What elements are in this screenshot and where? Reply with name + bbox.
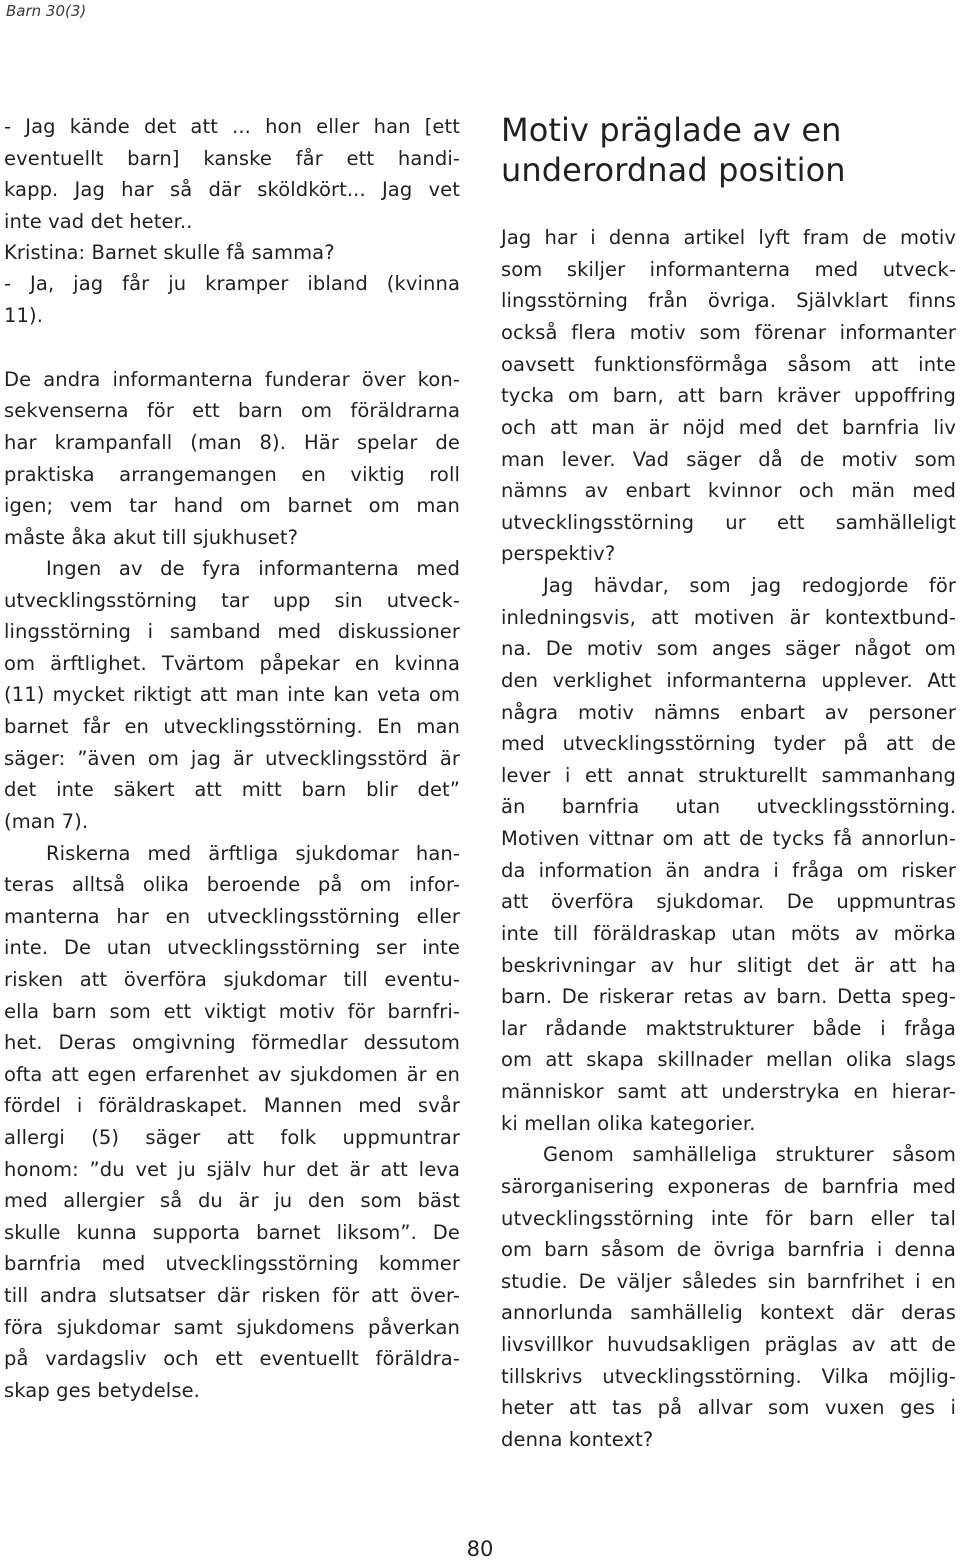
text-line: måste åka akut till sjukhuset? [4, 526, 299, 549]
text-line: än barnfria utan utvecklingsstörning. [501, 795, 956, 818]
text-line: (11) mycket riktigt att man inte kan veta om [4, 683, 460, 706]
text-line: särorganisering exponeras de barnfria med [501, 1175, 956, 1198]
text-line: livsvillkor huvudsakligen präglas av att de [501, 1333, 956, 1356]
text-line: perspektiv? [501, 542, 616, 565]
text-line: Ingen av de fyra informanterna med [46, 557, 460, 580]
text-line: honom: ”du vet ju själv hur det är att leva [4, 1158, 460, 1181]
text-line: utvecklingsstörning inte för barn eller tal [501, 1207, 956, 1230]
section-heading-line: Motiv präglade av en [501, 111, 842, 149]
text-line: eventuellt barn] kanske får ett handi- [4, 147, 460, 170]
text-line: med allergier så du är ju den som bäst [4, 1189, 460, 1212]
text-line: den verklighet informanterna upplever. Att [501, 669, 956, 692]
text-line: lar rådande maktstrukturer både i fråga [501, 1017, 956, 1040]
text-line: lingsstörning från övriga. Självklart finns [501, 289, 956, 312]
text-line: risken att överföra sjukdomar till eventu- [4, 968, 460, 991]
text-line: da information än andra i fråga om risker [501, 859, 956, 882]
text-line: Jag hävdar, som jag redogjorde för [543, 574, 956, 597]
text-line: Kristina: Barnet skulle få samma? [4, 241, 335, 264]
text-line: tillskrivs utvecklingsstörning. Vilka möjlig- [501, 1365, 956, 1388]
text-line: säger: ”även om jag är utvecklingsstörd är [4, 747, 460, 770]
text-line: igen; vem tar hand om barnet om man [4, 494, 460, 517]
text-line: inte vad det heter.. [4, 210, 193, 233]
text-line: na. De motiv som anges säger något om [501, 637, 956, 660]
text-line: inledningsvis, att motiven är kontextbund- [501, 606, 956, 629]
text-line: oavsett funktionsförmåga såsom att inte [501, 353, 956, 376]
text-line: 11). [4, 304, 44, 327]
text-line: sekvenserna för ett barn om föräldrarna [4, 399, 460, 422]
text-line: och att man är nöjd med det barnfria liv [501, 416, 956, 439]
text-line: som skiljer informanterna med utveck- [501, 258, 956, 281]
text-line: allergi (5) säger att folk uppmuntrar [4, 1126, 460, 1149]
text-line: Jag har i denna artikel lyft fram de motiv [501, 226, 956, 249]
text-line: människor samt att understryka en hierar- [501, 1080, 956, 1103]
text-line: utvecklingsstörning tar upp sin utveck- [4, 589, 460, 612]
text-line: teras alltså olika beroende på om infor- [4, 873, 460, 896]
text-line: skap ges betydelse. [4, 1379, 200, 1402]
text-line: om ärftlighet. Tvärtom påpekar en kvinna [4, 652, 460, 675]
text-line: med utvecklingsstörning tyder på att de [501, 732, 956, 755]
text-line: till andra slutsatser där risken för att över- [4, 1284, 460, 1307]
text-line: De andra informanterna funderar över kon- [4, 368, 460, 391]
text-line: praktiska arrangemangen en viktig roll [4, 463, 460, 486]
text-line: skulle kunna supporta barnet liksom”. De [4, 1221, 460, 1244]
text-line: också flera motiv som förenar informanter [501, 321, 956, 344]
text-line: Riskerna med ärftliga sjukdomar han- [46, 842, 460, 865]
text-line: inte. De utan utvecklingsstörning ser inte [4, 936, 460, 959]
text-line: på vardagsliv och ett eventuellt föräldra- [4, 1347, 460, 1370]
text-line: Genom samhälleliga strukturer såsom [543, 1143, 956, 1166]
text-line: heter att tas på allvar som vuxen ges i [501, 1396, 956, 1419]
text-line: (man 7). [4, 810, 89, 833]
text-line: om att skapa skillnader mellan olika slags [501, 1048, 956, 1071]
text-line: om barn såsom de övriga barnfria i denna [501, 1238, 956, 1261]
text-line: ofta att egen erfarenhet av sjukdomen är en [4, 1063, 460, 1086]
text-line: manterna har en utvecklingsstörning eller [4, 905, 460, 928]
text-line: barnfria med utvecklingsstörning kommer [4, 1252, 460, 1275]
text-line: het. Deras omgivning förmedlar dessutom [4, 1031, 460, 1054]
text-line: - Jag kände det att ... hon eller han [ett [4, 115, 460, 138]
text-line: beskrivningar av hur slitigt det är att ha [501, 954, 956, 977]
text-line: utvecklingsstörning ur ett samhälleligt [501, 511, 956, 534]
text-line: lever i ett annat strukturellt sammanhang [501, 764, 956, 787]
text-line: inte till föräldraskap utan möts av mörka [501, 922, 956, 945]
text-line: det inte säkert att mitt barn blir det” [4, 778, 460, 801]
text-line: man lever. Vad säger då de motiv som [501, 448, 956, 471]
page-number: 80 [466, 1537, 494, 1561]
text-line: kapp. Jag har så där sköldkört... Jag vet [4, 178, 460, 201]
text-line: har krampanfall (man 8). Här spelar de [4, 431, 460, 454]
text-line: studie. De väljer således sin barnfrihet i en [501, 1270, 956, 1293]
text-line: barn. De riskerar retas av barn. Detta speg- [501, 985, 956, 1008]
text-line: annorlunda samhällelig kontext där deras [501, 1301, 956, 1324]
text-line: nämns av enbart kvinnor och män med [501, 479, 956, 502]
text-line: att överföra sjukdomar. De uppmuntras [501, 890, 956, 913]
text-line: tycka om barn, att barn kräver uppoffring [501, 384, 956, 407]
text-line: - Ja, jag får ju kramper ibland (kvinna [4, 272, 460, 295]
section-heading-line: underordnad position [501, 151, 846, 189]
text-line: barnet får en utvecklingsstörning. En man [4, 715, 460, 738]
text-line: lingsstörning i samband med diskussioner [4, 620, 460, 643]
text-line: Motiven vittnar om att de tycks få annorlun- [501, 827, 956, 850]
text-line: ella barn som ett viktigt motiv för barnfri- [4, 1000, 460, 1023]
text-line: fördel i föräldraskapet. Mannen med svår [4, 1094, 460, 1117]
text-line: föra sjukdomar samt sjukdomens påverkan [4, 1316, 460, 1339]
text-line: denna kontext? [501, 1428, 654, 1451]
section-heading [501, 110, 846, 190]
text-line: några motiv nämns enbart av personer [501, 701, 956, 724]
running-header: Barn 30(3) [6, 2, 87, 20]
text-line: ki mellan olika kategorier. [501, 1112, 756, 1135]
